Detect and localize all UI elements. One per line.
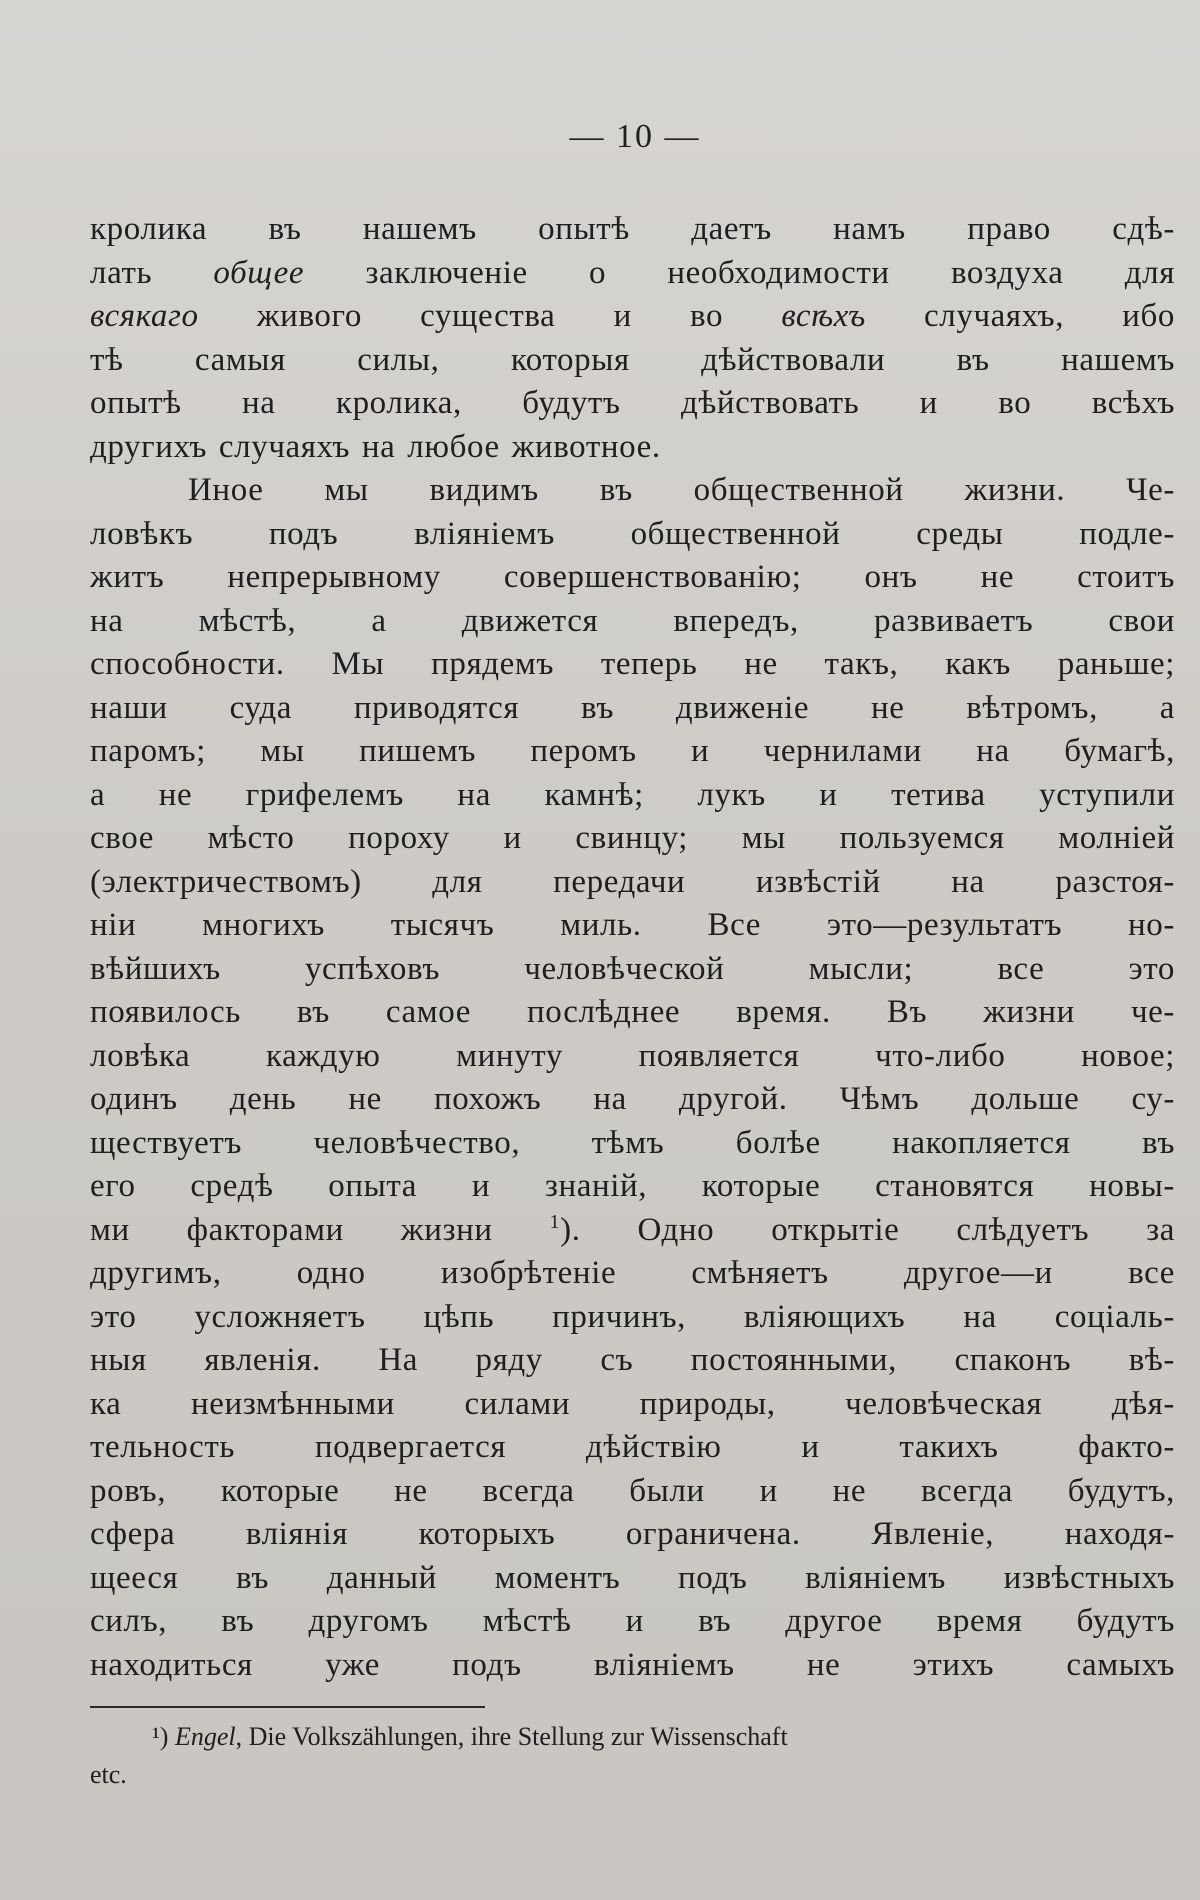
text-line: ка неизмѣнными силами природы, человѣческая дѣя- <box>90 1385 1175 1422</box>
text-line: ми факторами жизни $^1$). Одно открытіе слѣдуетъ за <box>90 1210 1175 1248</box>
italic-word: всякаго <box>90 298 199 334</box>
text-line: паромъ; мы пишемъ перомъ и чернилами на бумагѣ, <box>90 733 1175 769</box>
footnote-divider <box>90 1706 485 1708</box>
text-line: свое мѣсто пороху и свинцу; мы пользуемся молніей <box>90 820 1175 856</box>
text-line: ловѣкъ подъ вліяніемъ общественной среды подле- <box>90 515 1175 552</box>
text-line: ществуетъ человѣчество, тѣмъ болѣе накопляется въ <box>90 1124 1175 1161</box>
text-line: тѣ самыя силы, которыя дѣйствовали въ нашемъ <box>90 341 1175 378</box>
text-line: другимъ, одно изобрѣтеніе смѣняетъ другое—и все <box>90 1255 1175 1291</box>
footnote <box>90 1718 1175 1794</box>
text-line: житъ непрерывному совершенствованію; онъ не стоитъ <box>90 559 1175 595</box>
text-line: кролика въ нашемъ опытѣ даетъ намъ право сдѣ- <box>90 211 1175 247</box>
text-line: лать общее заключеніе о необходимости воздуха для <box>90 254 1175 291</box>
text-line: ловѣка каждую минуту появляется что-либо новое; <box>90 1037 1175 1074</box>
page-number: — 10 — <box>569 118 701 155</box>
italic-word: всѣхъ <box>781 298 866 334</box>
text-line: его средѣ опыта и знаній, которые становятся новы- <box>90 1168 1175 1204</box>
text-line: это усложняетъ цѣпь причинъ, вліяющихъ на соціаль- <box>90 1298 1175 1335</box>
text-line: опытѣ на кролика, будутъ дѣйствовать и во всѣхъ <box>90 385 1175 421</box>
text-line: вѣйшихъ успѣховъ человѣческой мысли; все это <box>90 950 1175 987</box>
footnote-line: etc. <box>90 1760 127 1789</box>
text-line: наши суда приводятся въ движеніе не вѣтромъ, а <box>90 689 1175 726</box>
body-text <box>90 208 1175 1687</box>
text-line: щееся въ данный моментъ подъ вліяніемъ извѣстныхъ <box>90 1559 1175 1596</box>
text-line: всякаго живого существа и во всѣхъ случаяхъ, ибо <box>90 298 1175 334</box>
text-line: появилось въ самое послѣднее время. Въ жизни че- <box>90 994 1175 1030</box>
text-line: тельность подвергается дѣйствію и такихъ факто- <box>90 1429 1175 1465</box>
text-line: ровъ, которые не всегда были и не всегда будутъ, <box>90 1472 1175 1509</box>
text-line: (электричествомъ) для передачи извѣстій на разстоя- <box>90 863 1175 900</box>
text-line: находиться уже подъ вліяніемъ не этихъ самыхъ <box>90 1646 1175 1683</box>
text-line: силъ, въ другомъ мѣстѣ и въ другое время будутъ <box>90 1603 1175 1639</box>
text-line: сфера вліянія которыхъ ограничена. Явленіе, находя- <box>90 1516 1175 1552</box>
text-line: на мѣстѣ, а движется впередъ, развиваетъ свои <box>90 602 1175 639</box>
text-line: ніи многихъ тысячъ миль. Все это—результатъ но- <box>90 907 1175 943</box>
footnote-author: Engel <box>174 1722 236 1751</box>
footnote-line: ¹) Engel, Die Volkszählungen, ihre Stellung zur Wissenschaft <box>152 1722 788 1751</box>
text-line: одинъ день не похожъ на другой. Чѣмъ дольше су- <box>90 1081 1175 1117</box>
text-line: а не грифелемъ на камнѣ; лукъ и тетива уступили <box>90 776 1175 813</box>
text-line: другихъ случаяхъ на любое животное. <box>90 428 661 465</box>
footnote-ref: 1 <box>549 1210 561 1233</box>
text-line: способности. Мы прядемъ теперь не такъ, какъ раньше; <box>90 646 1175 682</box>
text-line: Иное мы видимъ въ общественной жизни. Че- <box>188 472 1175 508</box>
text-line: ныя явленія. На ряду съ постоянными, спаконъ вѣ- <box>90 1342 1175 1378</box>
footnote-marker: ¹) <box>152 1722 169 1751</box>
italic-word: общее <box>213 254 305 291</box>
